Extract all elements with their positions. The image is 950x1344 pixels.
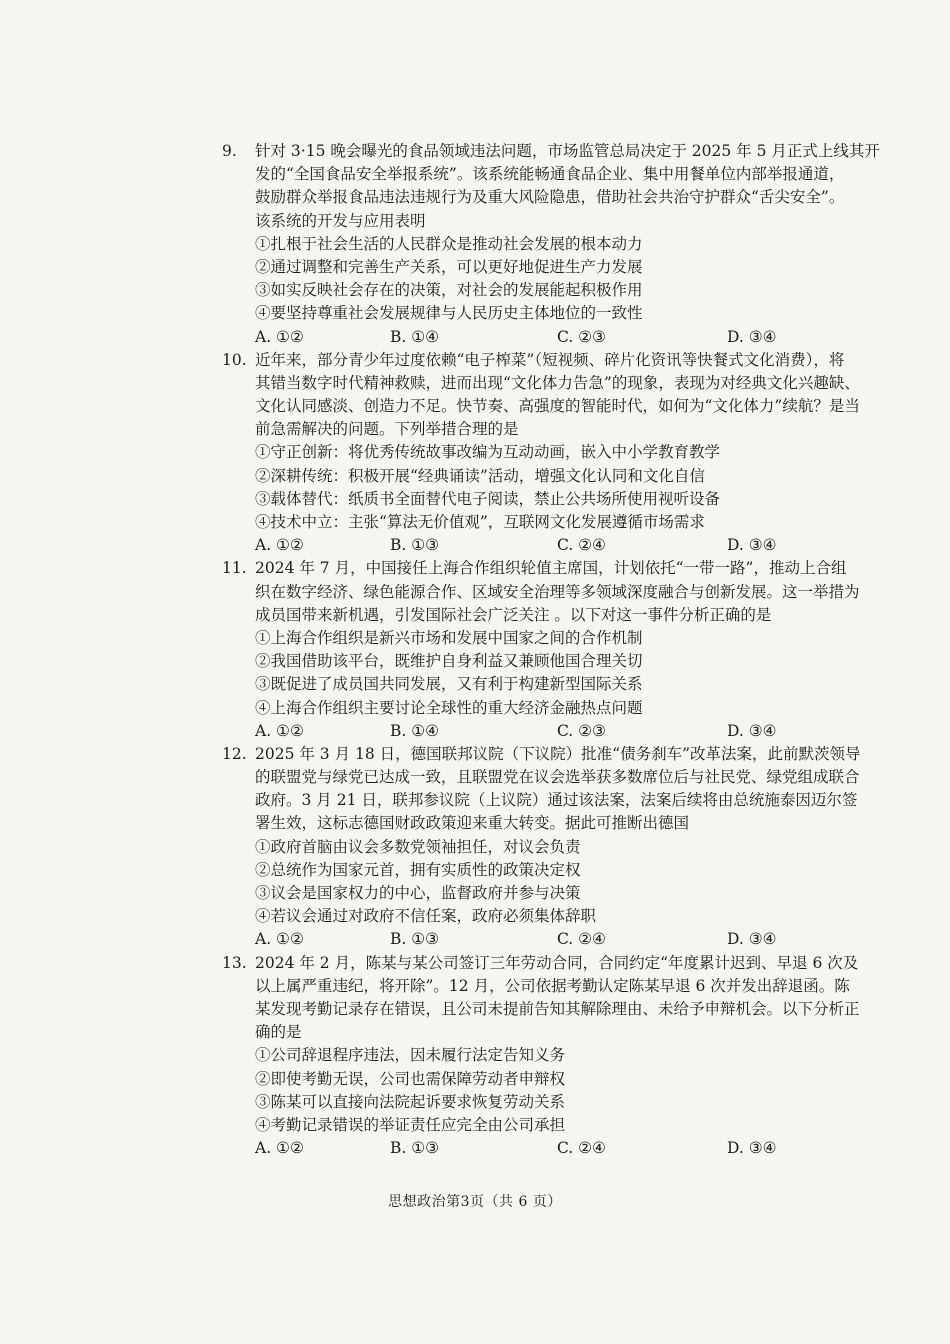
answer-options (255, 1137, 912, 1160)
option-a[interactable]: A. ①② (255, 930, 304, 949)
option-b[interactable]: B. ①③ (390, 1139, 440, 1158)
question-10 (222, 349, 912, 558)
statement: ④技术中立：主张“算法无价值观”，互联网文化发展遵循市场需求 (255, 513, 705, 531)
question-text-line: 的联盟党与绿党已达成一致，且联盟党在议会选举获多数席位后与社民党、绿党组成联合 (255, 768, 860, 787)
question-9 (222, 140, 912, 349)
statement: ②我国借助该平台，既维护自身利益又兼顾他国合理关切 (255, 652, 643, 671)
question-text-line: 政府。3 月 21 日，联邦参议院（上议院）通过该法案，法案后续将由总统施泰因迈尔签 (255, 791, 858, 810)
statement: ③陈某可以直接向法院起诉要求恢复劳动关系 (255, 1092, 566, 1111)
option-c[interactable]: C. ②④ (557, 1139, 606, 1158)
option-d[interactable]: D. ③④ (727, 930, 777, 949)
question-text-line: 某发现考勤记录存在错误，且公司未提前告知其解除理由、未给予申辩机会。以下分析正 (255, 999, 860, 1018)
option-a[interactable]: A. ①② (255, 1139, 304, 1158)
question-number: 10. (222, 350, 247, 369)
statement: ③载体替代：纸质书全面替代电子阅读，禁止公共场所使用视听设备 (255, 489, 721, 508)
option-d[interactable]: D. ③④ (727, 1139, 777, 1158)
question-text-line: 以上属严重违纪，将开除”。12 月，公司依据考勤认定陈某早退 6 次并发出辞退函。陈 (255, 976, 850, 995)
question-text-line: 针对 3·15 晚会曝光的食品领域违法问题，市场监管总局决定于 2025 年 5 月正式上线其开 (255, 142, 880, 160)
option-b[interactable]: B. ①④ (390, 327, 440, 346)
question-number: 9. (222, 142, 237, 160)
question-text-line: 其错当数字时代精神救赎，进而出现“文化体力告急”的现象，表现为对经典文化兴趣缺、 (255, 373, 860, 392)
statement: ④上海合作组织主要讨论全球性的重大经济金融热点问题 (255, 698, 643, 717)
question-text-line: 前急需解决的问题。下列举措合理的是 (255, 420, 519, 439)
question-text-line: 织在数字经济、绿色能源合作、区域安全治理等多领域深度融合与创新发展。这一举措为 (255, 582, 860, 601)
question-13 (222, 952, 912, 1161)
statement: ④若议会通过对政府不信任案，政府必须集体辞职 (255, 907, 597, 926)
statement: ④要坚持尊重社会发展规律与人民历史主体地位的一致性 (255, 304, 643, 323)
option-c[interactable]: C. ②④ (557, 536, 606, 555)
statement: ③议会是国家权力的中心，监督政府并参与决策 (255, 884, 581, 902)
question-text-line: 文化认同感淡、创造力不足。快节奏、高强度的智能时代，如何为“文化体力”续航？是当 (255, 397, 860, 416)
answer-options (255, 720, 912, 743)
option-a[interactable]: A. ①② (255, 721, 304, 740)
question-text-line: 鼓励群众举报食品违法违规行为及重大风险隐患，借助社会共治守护群众“舌尖安全”。 (255, 188, 845, 207)
option-c[interactable]: C. ②④ (557, 930, 606, 949)
question-number: 11. (222, 559, 247, 578)
option-b[interactable]: B. ①③ (390, 536, 440, 555)
answer-options (255, 326, 912, 349)
statement: ④考勤记录错误的举证责任应完全由公司承担 (255, 1115, 566, 1134)
question-text-line: 2024 年 7 月，中国接任上海合作组织轮值主席国，计划依托“一带一路”，推动上合组 (255, 559, 847, 578)
question-text-line: 成员国带来新机遇，引发国际社会广泛关注 。以下对这一事件分析正确的是 (255, 605, 772, 624)
statement: ①政府首脑由议会多数党领袖担任，对议会负责 (255, 837, 581, 856)
option-a[interactable]: A. ①② (255, 536, 304, 555)
question-text-line: 发的“全国食品安全举报系统”。该系统能畅通食品企业、集中用餐单位内部举报通道， (255, 165, 845, 184)
statement: ③既促进了成员国共同发展，又有利于构建新型国际关系 (255, 675, 643, 694)
question-text-line: 2025 年 3 月 18 日，德国联邦议院（下议院）批准“债务刹车”改革法案，此前默茨领导 (255, 744, 861, 763)
question-number: 12. (222, 744, 247, 763)
statement: ①扎根于社会生活的人民群众是推动社会发展的根本动力 (255, 234, 643, 253)
question-number: 13. (222, 953, 247, 972)
statement: ②深耕传统：积极开展“经典诵读”活动，增强文化认同和文化自信 (255, 466, 705, 485)
option-b[interactable]: B. ①③ (390, 930, 440, 949)
option-b[interactable]: B. ①④ (390, 721, 440, 740)
question-text-line: 确的是 (255, 1023, 302, 1042)
option-c[interactable]: C. ②③ (557, 721, 606, 740)
statement: ③如实反映社会存在的决策，对社会的发展能起积极作用 (255, 281, 643, 300)
question-11 (222, 557, 912, 743)
option-a[interactable]: A. ①② (255, 327, 304, 346)
statement: ①上海合作组织是新兴市场和发展中国家之间的合作机制 (255, 628, 643, 647)
answer-options (255, 928, 912, 951)
question-list (222, 140, 912, 1160)
statement: ②通过调整和完善生产关系，可以更好地促进生产力发展 (255, 257, 643, 276)
statement: ①守正创新：将优秀传统故事改编为互动动画，嵌入中小学教育教学 (255, 443, 721, 462)
option-d[interactable]: D. ③④ (727, 536, 777, 555)
question-text-line: 署生效，这标志德国财政政策迎来重大转变。据此可推断出德国 (255, 814, 690, 833)
page-footer: 思想政治第3页（共 6 页） (388, 1194, 562, 1210)
option-d[interactable]: D. ③④ (727, 327, 777, 346)
answer-options (255, 534, 912, 557)
statement: ①公司辞退程序违法，因未履行法定告知义务 (255, 1046, 566, 1065)
option-d[interactable]: D. ③④ (727, 721, 777, 740)
question-text-line: 近年来，部分青少年过度依赖“电子榨菜”（短视频、碎片化资讯等快餐式文化消费），将 (255, 350, 845, 369)
statement: ②总统作为国家元首，拥有实质性的政策决定权 (255, 860, 581, 879)
statement: ②即使考勤无误，公司也需保障劳动者申辩权 (255, 1069, 566, 1088)
question-12 (222, 743, 912, 952)
question-text-line: 该系统的开发与应用表明 (255, 211, 426, 230)
option-c[interactable]: C. ②③ (557, 327, 606, 346)
question-text-line: 2024 年 2 月，陈某与某公司签订三年劳动合同，合同约定“年度累计迟到、早退 6 次及 (255, 953, 859, 972)
